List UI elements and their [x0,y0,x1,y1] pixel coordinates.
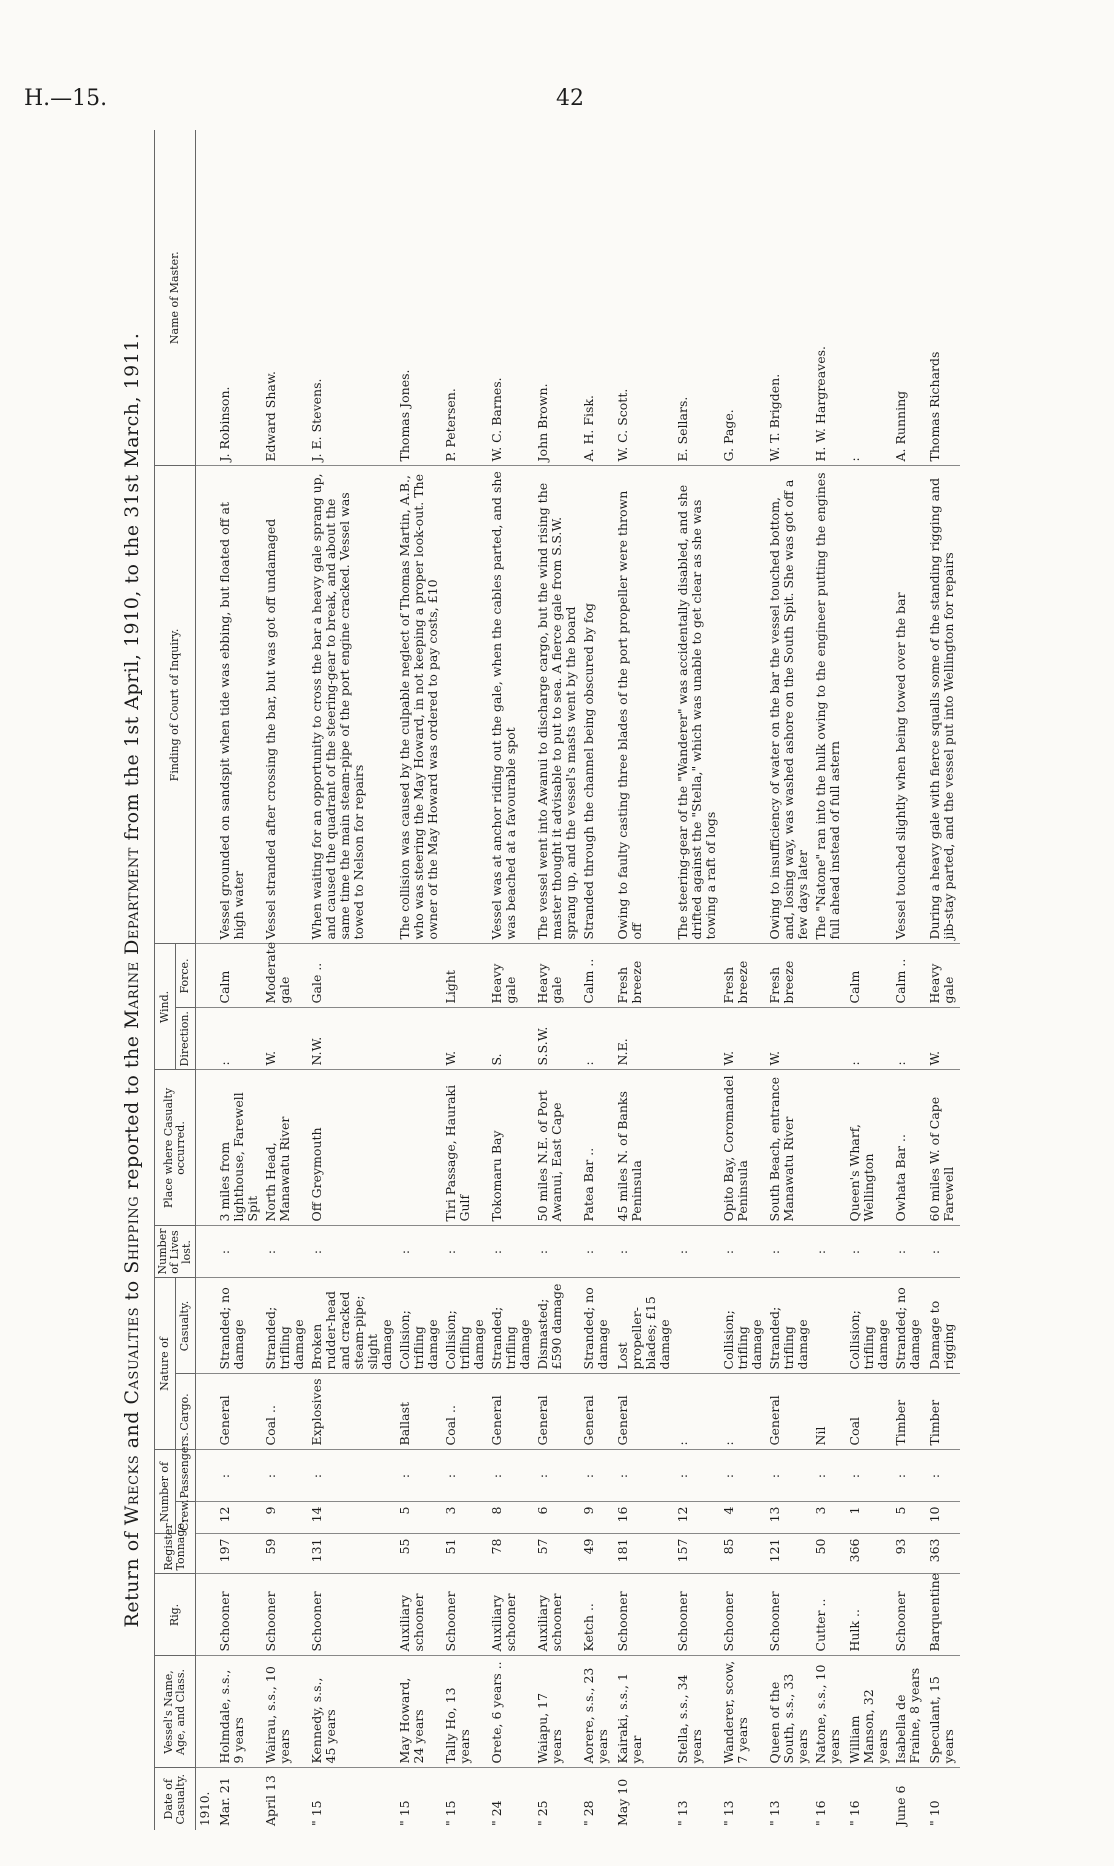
cell-lives: : [262,1226,308,1278]
cell-direction: S.S.W. [534,1008,580,1070]
table-row [892,130,926,1830]
cell-place: 50 miles N.E. of Port Awanui, East Cape [534,1070,580,1226]
cell-casualty: Stranded; trifling damage [262,1278,308,1374]
col-finding: Finding of Court of Inquiry. [155,466,196,944]
cell-vessel: Aorere, s.s., 23 years [580,1656,614,1768]
cell-crew: 3 [442,1502,488,1534]
col-master: Name of Master. [155,130,196,466]
cell-vessel: Kennedy, s.s., 45 years [308,1656,396,1768]
cell-crew: 1 [846,1502,892,1534]
cell-direction: W. [262,1008,308,1070]
cell-finding: The "Natone" ran into the hulk owing to the engineer putting the engines full ahead instead of full astern [812,466,846,944]
cell-finding: Vessel grounded on sandspit when tide was ebbing, but floated off at high water [216,466,262,944]
cell-crew: 16 [614,1502,674,1534]
cell-master: : [846,130,892,466]
cell-finding: Vessel touched slightly when being towed over the bar [892,466,926,944]
cell-force [396,944,442,1008]
cell-lives: : [614,1226,674,1278]
cell-date: " 25 [535,1800,550,1826]
cell-date: " 13 [675,1800,690,1826]
cell-force: Moderate gale [262,944,308,1008]
cell-master: J. E. Stevens. [308,130,396,466]
cell-cargo: Ballast [396,1374,442,1450]
cell-rig: Schooner [262,1574,308,1656]
cell-cargo: Nil [812,1374,846,1450]
col-crew: Crew. [175,1502,196,1534]
cell-passengers: : [846,1450,892,1502]
cell-rig: Cutter .. [812,1574,846,1656]
cell-rig: Barquentine [926,1574,960,1656]
cell-tonnage: 50 [812,1534,846,1574]
cell-passengers: : [812,1450,846,1502]
table-row [308,130,396,1830]
cell-force: Heavy gale [926,944,960,1008]
cell-force: Calm [216,944,262,1008]
col-wind: Wind. [155,944,176,1070]
page-number: 42 [556,86,584,111]
cell-rig: Hulk .. [846,1574,892,1656]
cell-cargo: General [488,1374,534,1450]
cell-finding: Stranded through the channel being obscured by fog [580,466,614,944]
cell-casualty: Collision; trifling damage [846,1278,892,1374]
table-row [674,130,720,1830]
cell-cargo: Coal .. [262,1374,308,1450]
cell-force: Fresh breeze [720,944,766,1008]
cell-crew: 5 [396,1502,442,1534]
table-row [396,130,442,1830]
cell-place: North Head, Manawatu River [262,1070,308,1226]
cell-crew: 13 [766,1502,812,1534]
cell-casualty: Collision; trifling damage [720,1278,766,1374]
cell-lives: : [812,1226,846,1278]
col-rig: Rig. [155,1574,196,1656]
cell-master: A. Running [892,130,926,466]
cell-crew: 14 [308,1502,396,1534]
cell-date: " 13 [767,1800,782,1826]
cell-crew: 9 [580,1502,614,1534]
cell-direction: W. [442,1008,488,1070]
cell-cargo: General [216,1374,262,1450]
cell-crew: 12 [674,1502,720,1534]
cell-rig: Schooner [216,1574,262,1656]
year-row [196,130,217,1830]
cell-crew: 9 [262,1502,308,1534]
cell-vessel: Isabella de Fraine, 8 years [892,1656,926,1768]
cell-cargo: Timber [892,1374,926,1450]
cell-direction [396,1008,442,1070]
cell-cargo: General [766,1374,812,1450]
cell-master: John Brown. [534,130,580,466]
cell-rig: Schooner [308,1574,396,1656]
cell-force: Calm [846,944,892,1008]
cell-vessel: May Howard, 24 years [396,1656,442,1768]
cell-casualty: Broken rudder-head and cracked steam-pipe; slight damage [308,1278,396,1374]
cell-place: Off Greymouth [308,1070,396,1226]
cell-master: J. Robinson. [216,130,262,466]
cell-finding: Owing to insufficiency of water on the bar the vessel touched bottom, and, losing way, was washed ashore on the South Spit. She was got off a few days later [766,466,812,944]
cell-direction: N.W. [308,1008,396,1070]
cell-date: April 13 [263,1775,278,1826]
cell-force: Heavy gale [488,944,534,1008]
cell-direction: N.E. [614,1008,674,1070]
cell-casualty: Collision; trifling damage [442,1278,488,1374]
cell-rig: Schooner [674,1574,720,1656]
cell-tonnage: 51 [442,1534,488,1574]
cell-cargo: Coal [846,1374,892,1450]
col-date: Date of Casualty. [155,1768,196,1830]
casualty-table [154,130,960,1830]
cell-date: " 16 [847,1800,862,1826]
cell-rig: Auxiliary schooner [396,1574,442,1656]
cell-passengers: : [674,1450,720,1502]
cell-lives: : [488,1226,534,1278]
cell-tonnage: 55 [396,1534,442,1574]
cell-tonnage: 49 [580,1534,614,1574]
cell-rig: Auxiliary schooner [488,1574,534,1656]
cell-force: Calm .. [892,944,926,1008]
cell-lives: : [674,1226,720,1278]
col-place: Place where Casualty occurred. [155,1070,196,1226]
cell-force [812,944,846,1008]
cell-place: 60 miles W. of Cape Farewell [926,1070,960,1226]
cell-force: Calm .. [580,944,614,1008]
cell-passengers: : [720,1450,766,1502]
cell-vessel: Stella, s.s., 34 years [674,1656,720,1768]
cell-casualty: Stranded; no damage [892,1278,926,1374]
table-row [534,130,580,1830]
cell-crew: 12 [216,1502,262,1534]
cell-passengers: : [262,1450,308,1502]
cell-place: Queen's Wharf, Wellington [846,1070,892,1226]
cell-place: Tiri Passage, Hauraki Gulf [442,1070,488,1226]
cell-rig: Schooner [892,1574,926,1656]
cell-passengers: : [442,1450,488,1502]
col-passengers: Passengers. [175,1450,196,1502]
cell-tonnage: 181 [614,1534,674,1574]
cell-lives: : [580,1226,614,1278]
cell-cargo: : [720,1374,766,1450]
cell-vessel: Orete, 6 years .. [488,1656,534,1768]
cell-passengers: : [216,1450,262,1502]
cell-place: 45 miles N. of Banks Peninsula [614,1070,674,1226]
table-row [488,130,534,1830]
cell-master: W. T. Brigden. [766,130,812,466]
cell-force: Gale .. [308,944,396,1008]
cell-master: Edward Shaw. [262,130,308,466]
cell-tonnage: 78 [488,1534,534,1574]
cell-vessel: Wanderer, scow, 7 years [720,1656,766,1768]
table-row [812,130,846,1830]
col-vessel: Vessel's Name, Age, and Class. [155,1656,196,1768]
col-number-of: Number of [155,1450,176,1534]
cell-tonnage: 57 [534,1534,580,1574]
cell-date: " 16 [813,1800,828,1826]
cell-casualty [674,1278,720,1374]
cell-finding [720,466,766,944]
table-row [216,130,262,1830]
col-direction: Direction. [175,1008,196,1070]
cell-crew: 8 [488,1502,534,1534]
col-cargo: Cargo. [175,1374,196,1450]
cell-passengers: : [580,1450,614,1502]
cell-crew: 6 [534,1502,580,1534]
cell-casualty: Stranded; no damage [216,1278,262,1374]
table-row [580,130,614,1830]
cell-passengers: : [766,1450,812,1502]
cell-master: P. Petersen. [442,130,488,466]
cell-date: " 10 [927,1800,942,1826]
cell-lives: : [892,1226,926,1278]
cell-place: Owhata Bar .. [892,1070,926,1226]
cell-direction: W. [766,1008,812,1070]
cell-finding: The vessel went into Awanui to discharge cargo, but the wind rising the master thought it advisable to put to sea. A fierce gale from S.S.W. sprang up, and the vessel's masts went by the board [534,466,580,944]
cell-place: Patea Bar .. [580,1070,614,1226]
cell-date: Mar. 21 [217,1777,232,1826]
cell-tonnage: 363 [926,1534,960,1574]
cell-place: Tokomaru Bay [488,1070,534,1226]
year-label: 1910. [198,1791,212,1826]
cell-finding: Owing to faulty casting three blades of the port propeller were thrown off [614,466,674,944]
cell-vessel: Speculant, 15 years [926,1656,960,1768]
cell-date: May 10 [615,1778,630,1826]
cell-master: H. W. Hargreaves. [812,130,846,466]
cell-passengers: : [396,1450,442,1502]
cell-master: Thomas Jones. [396,130,442,466]
cell-casualty: Stranded; no damage [580,1278,614,1374]
cell-crew: 4 [720,1502,766,1534]
cell-lives: : [766,1226,812,1278]
cell-passengers: : [926,1450,960,1502]
cell-crew: 3 [812,1502,846,1534]
col-casualty: Casualty. [175,1278,196,1374]
cell-casualty [812,1278,846,1374]
cell-tonnage: 197 [216,1534,262,1574]
table-row [442,130,488,1830]
cell-tonnage: 131 [308,1534,396,1574]
cell-passengers: : [614,1450,674,1502]
table-row [846,130,892,1830]
cell-place [812,1070,846,1226]
cell-date: " 15 [397,1800,412,1826]
cell-cargo: General [534,1374,580,1450]
table-row [720,130,766,1830]
cell-place [396,1070,442,1226]
cell-direction: : [580,1008,614,1070]
cell-lives: : [396,1226,442,1278]
cell-casualty: Collision; trifling damage [396,1278,442,1374]
cell-date: " 24 [489,1800,504,1826]
cell-finding: The collision was caused by the culpable neglect of Thomas Martin, A.B., who was steering the May Howard, in not keeping a proper look-out. The owner of the May Howard was ordered to pay costs, £10 [396,466,442,944]
cell-finding: When waiting for an opportunity to cross the bar a heavy gale sprang up, and caused the quadrant of the steering-gear to break, and about the same time the main steam-pipe of the port engine cracked. Vessel was towed to Nelson for repairs [308,466,396,944]
cell-tonnage: 85 [720,1534,766,1574]
cell-finding: Vessel stranded after crossing the bar, but was got off undamaged [262,466,308,944]
cell-force [674,944,720,1008]
cell-direction [812,1008,846,1070]
cell-crew: 10 [926,1502,960,1534]
cell-rig: Schooner [720,1574,766,1656]
cell-vessel: Queen of the South, s.s., 33 years [766,1656,812,1768]
cell-lives: : [720,1226,766,1278]
cell-master: Thomas Richards [926,130,960,466]
cell-tonnage: 93 [892,1534,926,1574]
cell-force: Fresh breeze [766,944,812,1008]
cell-lives: : [846,1226,892,1278]
cell-force: Fresh breeze [614,944,674,1008]
cell-casualty: Stranded; trifling damage [766,1278,812,1374]
document-code: H.—15. [24,86,108,111]
col-lives: Number of Lives lost. [155,1226,196,1278]
cell-direction: : [846,1008,892,1070]
col-tonnage: Register Tonnage. [155,1534,196,1574]
col-nature-of: Nature of [155,1278,176,1450]
cell-finding: The steering-gear of the "Wanderer" was accidentally disabled, and she drifted against the "Stella," which was unable to get clear as she was towing a raft of logs [674,466,720,944]
cell-cargo: Explosives [308,1374,396,1450]
col-force: Force. [175,944,196,1008]
cell-master: W. C. Scott. [614,130,674,466]
cell-lives: : [216,1226,262,1278]
cell-date: June 6 [893,1785,908,1826]
table-row [926,130,960,1830]
cell-master: E. Sellars. [674,130,720,466]
cell-tonnage: 157 [674,1534,720,1574]
cell-tonnage: 366 [846,1534,892,1574]
cell-tonnage: 59 [262,1534,308,1574]
cell-direction: : [892,1008,926,1070]
cell-vessel: Tally Ho, 13 years [442,1656,488,1768]
cell-finding: Vessel was at anchor riding out the gale, when the cables parted, and she was beached at a favourable spot [488,466,534,944]
cell-rig: Ketch .. [580,1574,614,1656]
cell-lives: : [534,1226,580,1278]
cell-passengers: : [892,1450,926,1502]
cell-rig: Auxiliary schooner [534,1574,580,1656]
cell-date: " 15 [443,1800,458,1826]
cell-vessel: William Manson, 32 years [846,1656,892,1768]
cell-date: " 15 [309,1800,324,1826]
cell-rig: Schooner [614,1574,674,1656]
cell-place: 3 miles from lighthouse, Farewell Spit [216,1070,262,1226]
cell-direction: W. [926,1008,960,1070]
cell-casualty: Stranded; trifling damage [488,1278,534,1374]
table-row [262,130,308,1830]
cell-cargo: General [580,1374,614,1450]
cell-vessel: Kairaki, s.s., 1 year [614,1656,674,1768]
cell-casualty: Damage to rigging [926,1278,960,1374]
cell-lives: : [308,1226,396,1278]
rotated-return-table [110,130,1100,1830]
cell-finding: During a heavy gale with fierce squalls some of the standing rigging and jib-stay parted, and the vessel put into Wellington for repairs [926,466,960,944]
cell-lives: : [442,1226,488,1278]
table-row [614,130,674,1830]
cell-cargo: : [674,1374,720,1450]
cell-vessel: Wairau, s.s., 10 years [262,1656,308,1768]
cell-direction: S. [488,1008,534,1070]
cell-casualty: Lost propeller-blades; £15 damage [614,1278,674,1374]
cell-cargo: General [614,1374,674,1450]
table-row [766,130,812,1830]
cell-direction: : [216,1008,262,1070]
cell-rig: Schooner [442,1574,488,1656]
cell-passengers: : [308,1450,396,1502]
cell-force: Heavy gale [534,944,580,1008]
cell-cargo: Coal .. [442,1374,488,1450]
cell-master: W. C. Barnes. [488,130,534,466]
cell-date: " 28 [581,1800,596,1826]
cell-finding [846,466,892,944]
cell-date: " 13 [721,1800,736,1826]
cell-place [674,1070,720,1226]
cell-master: G. Page. [720,130,766,466]
cell-finding [442,466,488,944]
cell-passengers: : [534,1450,580,1502]
cell-force: Light [442,944,488,1008]
cell-place: South Beach, entrance Manawatu River [766,1070,812,1226]
table-title: Return of Wrecks and Casualties to Shipping reported to the Marine Department from the 1st April, 1910, to the 31st March, 1911. [121,332,143,1628]
cell-cargo: Timber [926,1374,960,1450]
cell-place: Opito Bay, Coromandel Peninsula [720,1070,766,1226]
cell-lives: : [926,1226,960,1278]
cell-vessel: Waiapu, 17 years [534,1656,580,1768]
cell-vessel: Holmdale, s.s., 9 years [216,1656,262,1768]
cell-direction: W. [720,1008,766,1070]
cell-master: A. H. Fisk. [580,130,614,466]
cell-direction [674,1008,720,1070]
cell-casualty: Dismasted; £590 damage [534,1278,580,1374]
cell-tonnage: 121 [766,1534,812,1574]
cell-passengers: : [488,1450,534,1502]
cell-vessel: Natone, s.s., 10 years [812,1656,846,1768]
cell-crew: 5 [892,1502,926,1534]
cell-rig: Schooner [766,1574,812,1656]
